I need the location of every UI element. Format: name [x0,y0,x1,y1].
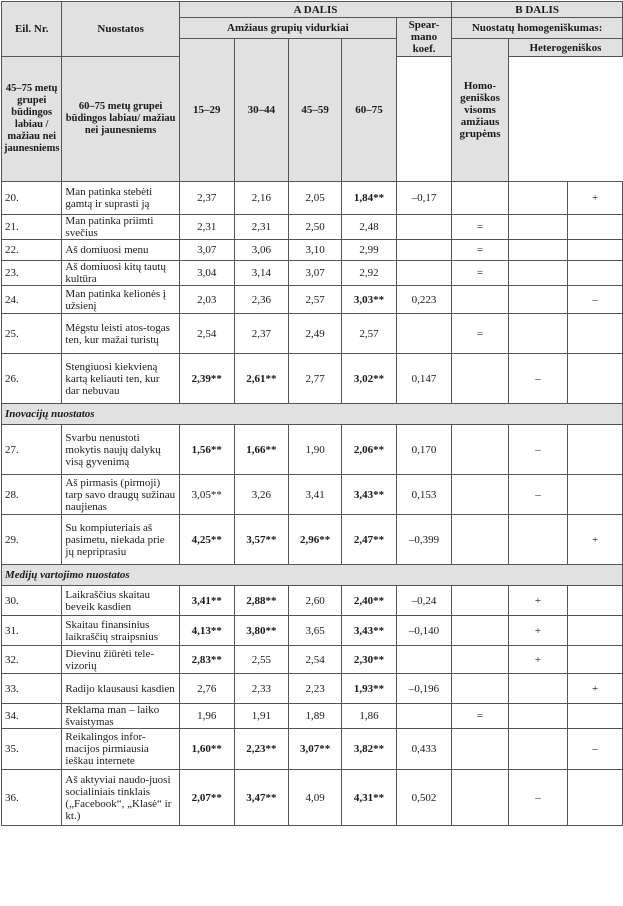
age-group-header: 30–44 [234,39,289,182]
statement-text: Skaitau finansinius laikraščių straipsnius [62,616,179,646]
section-row [2,565,623,586]
heterogeneous-45-75-mark: – [508,770,567,826]
heterogeneous-60-75-mark [568,314,623,354]
statement-text: Aš pirmasis (pirmoji) tarp savo draugų sužinau naujienas [62,475,179,515]
homogeneous-header: Homo-geniškos visoms amžiaus grupėms [452,39,509,182]
spearman-value [396,704,451,729]
age-group-header: 45–59 [289,39,342,182]
age-group-average: 2,30** [342,646,397,674]
heterogeneous-60-75-mark [568,240,623,261]
table-row [2,240,623,261]
age-group-average: 3,80** [234,616,289,646]
more-less-header: 45–75 metų grupei būdingos labiau / mažiau nei jaunesniems [2,57,62,182]
age-group-average: 2,77 [289,354,342,404]
row-number: 21. [2,215,62,240]
age-group-average: 3,05** [179,475,234,515]
age-group-average: 1,60** [179,729,234,770]
age-group-average: 3,82** [342,729,397,770]
age-group-average: 2,99 [342,240,397,261]
statement-text: Stengiuosi kiekvieną kartą keliauti ten, kur dar nebuvau [62,354,179,404]
table-row [2,704,623,729]
row-number: 28. [2,475,62,515]
spearman-value: 0,170 [396,425,451,475]
age-group-average: 3,07 [179,240,234,261]
age-group-average: 2,55 [234,646,289,674]
heterogeneous-45-75-mark [508,261,567,286]
statement-text: Man patinka priimti svečius [62,215,179,240]
heterogeneous-60-75-mark [568,770,623,826]
heterogeneous-60-75-mark [568,586,623,616]
spearman-value: –0,24 [396,586,451,616]
age-group-average: 2,23 [289,674,342,704]
spearman-value: 0,223 [396,286,451,314]
age-group-average: 1,91 [234,704,289,729]
heterogeneous-45-75-mark [508,314,567,354]
table-row [2,616,623,646]
section-row [2,404,623,425]
homogeneous-mark: = [452,261,509,286]
heterogeneous-45-75-mark: + [508,586,567,616]
age-group-average: 2,23** [234,729,289,770]
section-title: Medijų vartojimo nuostatos [2,565,623,586]
age-group-average: 1,66** [234,425,289,475]
heterogeneous-45-75-mark [508,729,567,770]
statement-text: Mėgstu leisti atos-togas ten, kur mažai turistų [62,314,179,354]
statement-text: Man patinka kelionės į užsienį [62,286,179,314]
row-number: 36. [2,770,62,826]
age-group-average: 2,31 [234,215,289,240]
older-more-less-header: 60–75 metų grupei būdingos labiau/ mažiau nei jaunesniems [62,57,179,182]
homogeneous-mark [452,354,509,404]
homogeneity-header: Nuostatų homogeniškumas: [452,18,623,39]
homogeneous-mark [452,286,509,314]
age-group-average: 2,50 [289,215,342,240]
statement-text: Laikraščius skaitau beveik kasdien [62,586,179,616]
age-group-average: 2,61** [234,354,289,404]
age-group-average: 1,84** [342,182,397,215]
table-row [2,215,623,240]
table-row [2,770,623,826]
age-group-average: 3,41 [289,475,342,515]
age-group-average: 1,89 [289,704,342,729]
age-group-average: 2,40** [342,586,397,616]
table-row [2,182,623,215]
table-row [2,286,623,314]
spearman-value [396,314,451,354]
heterogeneous-45-75-mark [508,674,567,704]
row-number: 30. [2,586,62,616]
age-group-average: 2,06** [342,425,397,475]
row-number: 27. [2,425,62,475]
age-group-average: 2,47** [342,515,397,565]
spearman-value [396,646,451,674]
statement-text: Aš aktyviai naudo-juosi socialiniais tinklais („Facebook“, „Klasė“ ir kt.) [62,770,179,826]
spearman-value [396,261,451,286]
heterogeneous-60-75-mark [568,354,623,404]
col-no-header: Eil. Nr. [2,2,62,57]
statement-text: Dievinu žiūrėti tele-vizorių [62,646,179,674]
heterogeneous-60-75-mark [568,646,623,674]
part-b-header: B DALIS [452,2,623,18]
table-body [2,182,623,826]
heterogeneous-45-75-mark [508,704,567,729]
homogeneous-mark [452,586,509,616]
heterogeneous-60-75-mark [568,425,623,475]
age-group-average: 2,03 [179,286,234,314]
age-group-average: 3,41** [179,586,234,616]
spearman-value: 0,502 [396,770,451,826]
table-row [2,475,623,515]
row-number: 22. [2,240,62,261]
homogeneous-mark [452,515,509,565]
age-group-average: 3,07** [289,729,342,770]
spearman-value: –0,196 [396,674,451,704]
homogeneous-mark [452,182,509,215]
age-group-average: 3,02** [342,354,397,404]
age-group-average: 2,49 [289,314,342,354]
statement-text: Aš domiuosi menu [62,240,179,261]
age-group-average: 2,54 [179,314,234,354]
heterogeneous-45-75-mark [508,286,567,314]
homogeneous-mark: = [452,240,509,261]
age-group-average: 2,37 [234,314,289,354]
age-group-average: 2,37 [179,182,234,215]
heterogeneous-60-75-mark: + [568,674,623,704]
age-group-average: 3,26 [234,475,289,515]
age-group-header: 60–75 [342,39,397,182]
homogeneous-mark [452,770,509,826]
table-row [2,314,623,354]
col-statements-header: Nuostatos [62,2,179,57]
heterogeneous-60-75-mark [568,616,623,646]
homogeneous-mark [452,475,509,515]
age-group-average: 2,92 [342,261,397,286]
age-group-average: 2,96** [289,515,342,565]
homogeneous-mark: = [452,215,509,240]
statement-text: Aš domiuosi kitų tautų kultūra [62,261,179,286]
age-group-average: 2,83** [179,646,234,674]
table-row [2,586,623,616]
age-group-average: 3,57** [234,515,289,565]
row-number: 31. [2,616,62,646]
heterogeneous-60-75-mark: + [568,182,623,215]
age-group-average: 2,60 [289,586,342,616]
age-group-average: 4,25** [179,515,234,565]
statement-text: Reklama man – laiko švaistymas [62,704,179,729]
heterogeneous-60-75-mark [568,215,623,240]
part-a-header: A DALIS [179,2,451,18]
age-group-average: 4,13** [179,616,234,646]
table-row [2,261,623,286]
spearman-value: 0,147 [396,354,451,404]
heterogeneous-45-75-mark: – [508,354,567,404]
spearman-value: –0,140 [396,616,451,646]
row-number: 24. [2,286,62,314]
heterogeneous-60-75-mark [568,261,623,286]
row-number: 29. [2,515,62,565]
row-number: 32. [2,646,62,674]
spearman-value: 0,433 [396,729,451,770]
spearman-value [396,240,451,261]
heterogeneous-60-75-mark [568,475,623,515]
statement-text: Man patinka stebėti gamtą ir suprasti ją [62,182,179,215]
age-group-average: 1,93** [342,674,397,704]
age-group-average: 2,36 [234,286,289,314]
row-number: 33. [2,674,62,704]
table-row [2,646,623,674]
age-group-average: 3,06 [234,240,289,261]
row-number: 25. [2,314,62,354]
age-group-average: 1,86 [342,704,397,729]
table-row [2,729,623,770]
age-group-average: 2,16 [234,182,289,215]
age-group-average: 3,47** [234,770,289,826]
table-row [2,674,623,704]
heterogeneous-60-75-mark: + [568,515,623,565]
age-group-average: 3,14 [234,261,289,286]
spearman-header: Spear-mano koef. [396,18,451,57]
spearman-value: –0,399 [396,515,451,565]
spearman-value [396,215,451,240]
attitudes-table [1,1,623,826]
age-group-average: 2,33 [234,674,289,704]
heterogeneous-60-75-mark [568,704,623,729]
age-group-average: 2,57 [342,314,397,354]
age-group-average: 3,10 [289,240,342,261]
heterogeneous-45-75-mark: + [508,616,567,646]
statement-text: Radijo klausausi kasdien [62,674,179,704]
age-group-header: 15–29 [179,39,234,182]
row-number: 35. [2,729,62,770]
homogeneous-mark: = [452,314,509,354]
heterogeneous-45-75-mark: + [508,646,567,674]
row-number: 34. [2,704,62,729]
heterogeneous-45-75-mark [508,515,567,565]
age-group-average: 2,39** [179,354,234,404]
statement-text: Svarbu nenustoti mokytis naujų dalykų visą gyvenimą [62,425,179,475]
age-group-average: 2,05 [289,182,342,215]
heterogeneous-60-75-mark: – [568,286,623,314]
age-group-average: 2,57 [289,286,342,314]
age-group-average: 3,03** [342,286,397,314]
row-number: 26. [2,354,62,404]
table-row [2,515,623,565]
section-title: Inovacijų nuostatos [2,404,623,425]
age-group-average: 1,90 [289,425,342,475]
age-group-average: 3,43** [342,616,397,646]
age-group-average: 2,48 [342,215,397,240]
age-averages-header: Amžiaus grupių vidurkiai [179,18,396,39]
homogeneous-mark [452,616,509,646]
heterogeneous-60-75-mark: – [568,729,623,770]
spearman-value: 0,153 [396,475,451,515]
age-group-average: 2,07** [179,770,234,826]
table-row [2,425,623,475]
age-group-average: 1,96 [179,704,234,729]
spearman-value: –0,17 [396,182,451,215]
age-group-average: 3,07 [289,261,342,286]
homogeneous-mark: = [452,704,509,729]
statement-text: Su kompiuteriais aš pasimetu, niekada prie jų nepriprasiu [62,515,179,565]
homogeneous-mark [452,646,509,674]
statement-text: Reikalingos infor-macijos pirmiausia ieškau internete [62,729,179,770]
age-group-average: 4,09 [289,770,342,826]
heterogeneous-45-75-mark [508,215,567,240]
table-row [2,354,623,404]
heterogeneous-45-75-mark: – [508,475,567,515]
age-group-average: 3,65 [289,616,342,646]
homogeneous-mark [452,674,509,704]
age-group-average: 2,31 [179,215,234,240]
row-number: 23. [2,261,62,286]
age-group-average: 2,54 [289,646,342,674]
row-number: 20. [2,182,62,215]
homogeneous-mark [452,425,509,475]
heterogeneous-header: Heterogeniškos [508,39,622,57]
heterogeneous-45-75-mark [508,240,567,261]
age-group-average: 1,56** [179,425,234,475]
age-group-average: 3,43** [342,475,397,515]
age-group-average: 3,04 [179,261,234,286]
age-group-average: 2,76 [179,674,234,704]
age-group-average: 2,88** [234,586,289,616]
homogeneous-mark [452,729,509,770]
heterogeneous-45-75-mark: – [508,425,567,475]
heterogeneous-45-75-mark [508,182,567,215]
age-group-average: 4,31** [342,770,397,826]
